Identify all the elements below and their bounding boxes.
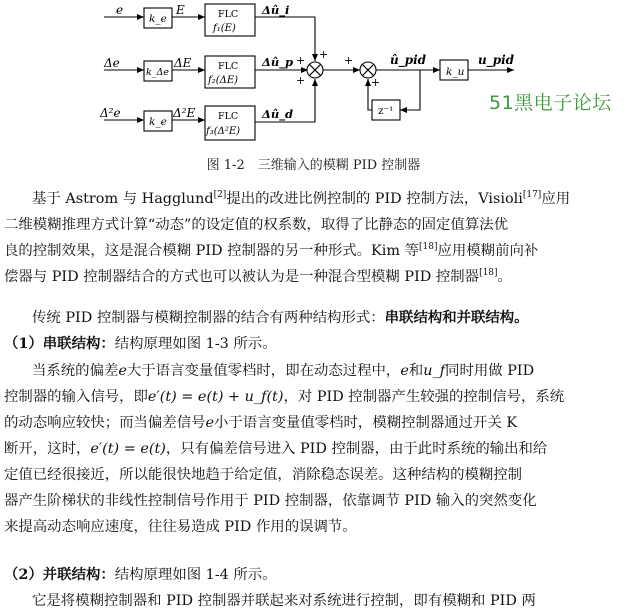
figure-caption: 图 1-2 三维输入的模糊 PID 控制器 [206,158,421,173]
plus-sign-4: + [344,54,354,67]
flc-title-3: FLC [218,111,239,122]
label-k2: k_Δe [146,67,169,78]
section-parallel-heading: （2）并联结构：结构原理如图 1-4 所示。 [4,566,277,583]
label-E3: Δ²E [173,106,196,120]
label-k1: k_e [149,13,167,25]
fuzzy-pid-block-diagram [0,0,627,150]
label-out2: Δû_p [262,55,294,69]
paragraph-4: 当系统的偏差e大于语言变量值零档时，即在动态过程中，e和u_f同时用做 PID 控制器的输入信号，即e′(t) = e(t) + u_f(t)，对 PID 控制器产生较强的控制信号，系统 的动态响应较快；而当偏差信号e小于语言变量值零档时，模糊控制器通过开关 K 断开，这时，e′(t) = e(t)，只有偏差信号进入 PID 控制器，由于此时系统的输出和给 定值已经很接近，所以能很快地趋于给定值，消除稳态误差。这种结构的模糊控制 器产生阶梯状的非线性控制信号作用于 PID 控制器，依靠调节 PID 输入的突然变化 来提高动态响应速度，往往易造成 PID 作用的误调节。 [4,363,565,535]
paragraph-6: 它是将模糊控制器和 PID 控制器并联起来对系统进行控制，即有模糊和 PID 两 [32,593,536,609]
label-upid-hat: û_pid [390,53,427,67]
flc-title-2: FLC [218,61,239,72]
citation-18b[interactable]: [18] [479,268,498,278]
citation-18a[interactable]: [18] [419,242,438,252]
watermark: 51黑电子论坛 [489,92,612,114]
paragraph-2: 传统 PID 控制器与模糊控制器的结合有两种结构形式：串联结构和并联结构。 [32,309,529,326]
label-f1: f₁(E) [213,23,236,34]
flc-title-1: FLC [218,9,239,20]
paragraph-1: 基于 Astrom 与 Hagglund[2]提出的改进比例控制的 PID 控制方法，Visioli[17]应用 二维模糊推理方式计算“动态”的设定值的权系数，取得了比静态的固定值算法优 良的控制效果，这是混合模糊 PID 控制器的另一种形式。Kim 等[18]应用模糊前向补 偿器与 PID 控制器结合的方式也可以被认为是一种混合型模糊 PID 控制器[18]。 [4,190,571,285]
label-upid: u_pid [478,53,515,67]
equation-1: e′(t) = e(t) + u_f(t) [147,389,284,405]
section-serial-heading: （1）串联结构：结构原理如图 1-3 所示。 [4,335,277,352]
label-out3: Δû_d [262,107,294,121]
label-f3: f₃(Δ²E) [206,126,241,137]
citation-2[interactable]: [2] [213,190,227,200]
label-out1: Δû_i [262,3,290,17]
label-E1: E [176,3,185,17]
citation-17[interactable]: [17] [522,190,542,200]
label-in3: Δ²e [100,106,121,120]
plus-sign-2: + [296,74,306,87]
equation-2: e′(t) = e(t) [90,441,166,457]
plus-sign-5: + [371,76,381,89]
label-ku: k_u [446,66,465,78]
plus-sign-1: + [296,54,306,67]
label-in1: e [116,3,124,17]
label-E2: ΔE [174,56,192,70]
label-delay: z⁻¹ [378,105,394,117]
label-k3: k_e [149,116,167,128]
plus-sign-3: + [319,48,329,61]
label-f2: f₂(ΔE) [208,75,239,86]
feedback-line [400,70,420,110]
label-in2: Δe [104,56,120,70]
